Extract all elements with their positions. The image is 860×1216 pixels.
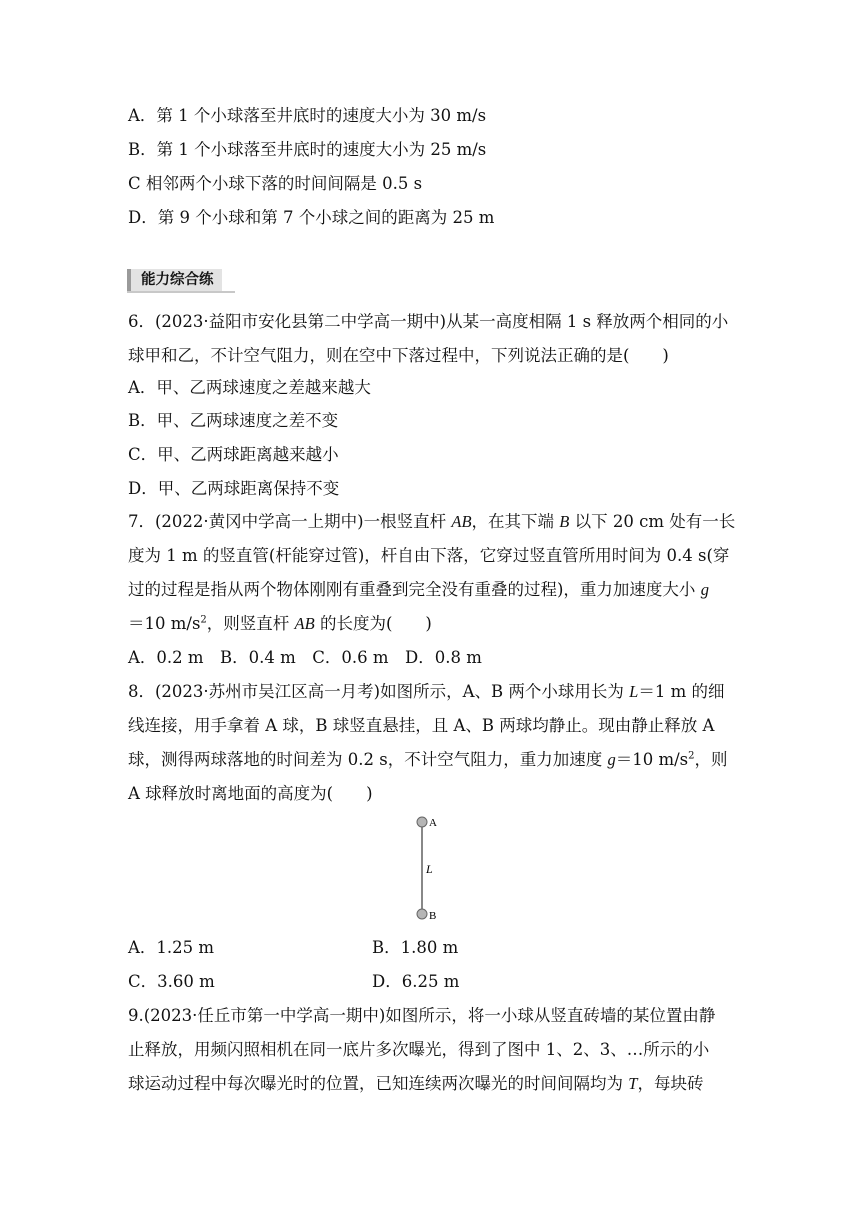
q6-stem-line2: 球甲和乙，不计空气阻力，则在空中下落过程中，下列说法正确的是( )	[128, 346, 669, 365]
ab-string-figure	[400, 812, 460, 924]
q5-option-d: D．第 9 个小球和第 7 个小球之间的距离为 25 m	[128, 208, 495, 227]
q8-stem-line2: 线连接，用手拿着 A 球，B 球竖直悬挂，且 A、B 两球均静止。现由静止释放 A	[128, 716, 715, 735]
q6-stem-line1: 6．(2023·益阳市安化县第二中学高一期中)从某一高度相隔 1 s 释放两个相同的小	[128, 312, 729, 331]
section-title-underline	[127, 291, 235, 293]
q7-stem-line2: 度为 1 m 的竖直管(杆能穿过管)，杆自由下落，它穿过竖直管所用时间为 0.4 s(穿	[128, 546, 730, 565]
q9-stem-line2: 止释放，用频闪照相机在同一底片多次曝光，得到了图中 1、2、3、…所示的小	[128, 1040, 710, 1059]
ball-a	[417, 817, 427, 827]
q5-option-a: A．第 1 个小球落至井底时的速度大小为 30 m/s	[128, 106, 487, 125]
q8-stem-line4: A 球释放时离地面的高度为( )	[128, 784, 373, 803]
label-b: B	[429, 910, 437, 922]
label-a: A	[429, 817, 437, 829]
q8-option-d: D．6.25 m	[372, 972, 460, 991]
q7-options: A．0.2 m B．0.4 m C．0.6 m D．0.8 m	[128, 648, 482, 667]
q8-stem-line3: 球，测得两球落地的时间差为 0.2 s，不计空气阻力，重力加速度 g＝10 $m/s^2$，则	[128, 750, 728, 769]
q6-option-d: D．甲、乙两球距离保持不变	[128, 479, 340, 498]
q6-option-c: C．甲、乙两球距离越来越小	[128, 445, 339, 464]
q7-stem-line1: 7．(2022·黄冈中学高一上期中)一根竖直杆 AB，在其下端 B 以下 20 cm 处有一长	[128, 512, 736, 531]
q8-option-b: B．1.80 m	[372, 938, 459, 957]
q5-option-c: C 相邻两个小球下落的时间间隔是 0.5 s	[128, 174, 423, 193]
q8-option-a: A．1.25 m	[128, 938, 215, 957]
q9-stem-line1: 9.(2023·任丘市第一中学高一期中)如图所示，将一小球从竖直砖墙的某位置由静	[128, 1006, 716, 1025]
label-l: L	[426, 862, 433, 876]
q6-option-b: B．甲、乙两球速度之差不变	[128, 411, 339, 430]
q9-stem-line3: 球运动过程中每次曝光时的位置，已知连续两次曝光的时间间隔均为 T，每块砖	[128, 1074, 704, 1093]
q5-option-b: B．第 1 个小球落至井底时的速度大小为 25 m/s	[128, 140, 487, 159]
section-title: 能力综合练	[127, 269, 222, 292]
q7-stem-line4: ＝10 $m/s^2$，则竖直杆 AB 的长度为( )	[128, 614, 432, 633]
q7-stem-line3: 过的过程是指从两个物体刚刚有重叠到完全没有重叠的过程)，重力加速度大小 g	[128, 580, 709, 599]
q8-option-c: C．3.60 m	[128, 972, 215, 991]
q8-stem-line1: 8．(2023·苏州市吴江区高一月考)如图所示，A、B 两个小球用长为 L＝1 m 的细	[128, 682, 725, 701]
ball-b	[417, 909, 427, 919]
q6-option-a: A．甲、乙两球速度之差越来越大	[128, 378, 371, 397]
